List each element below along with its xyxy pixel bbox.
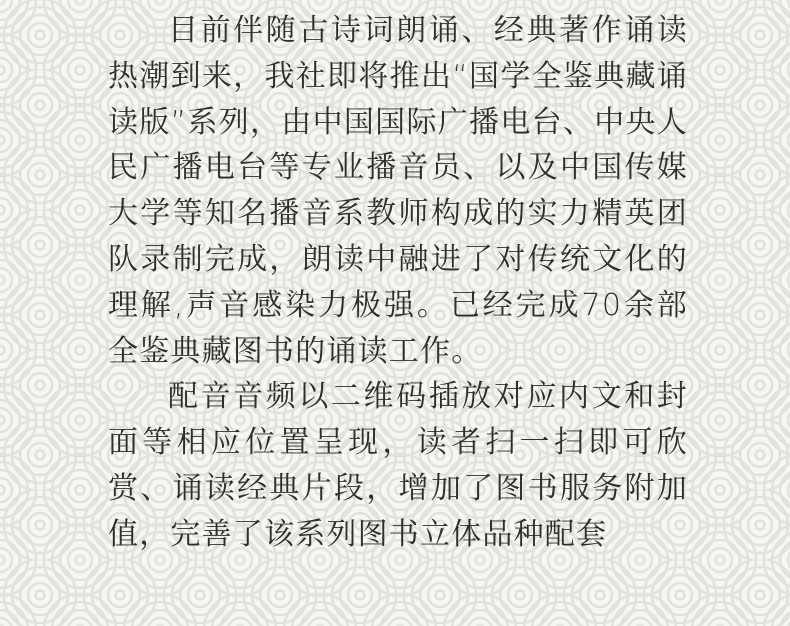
paragraph-2: 配音音频以二维码插放对应内文和封面等相应位置呈现，读者扫一扫即可欣赏、诵读经典片段，增加了图书服务附加值，完善了该系列图书立体品种配套 <box>108 379 688 552</box>
article-body <box>108 8 688 558</box>
paragraph-1: 目前伴随古诗词朗诵、经典著作诵读热潮到来，我社即将推出“国学全鉴典藏诵读版”系列，由中国国际广播电台、中央人民广播电台等专业播音员、以及中国传媒大学等知名播音系教师构成的实力精英团队录制完成，朗读中融进了对传统文化的理解,声音感染力极强。已经完成70余部全鉴典藏图书的诵读工作。 <box>108 13 688 369</box>
